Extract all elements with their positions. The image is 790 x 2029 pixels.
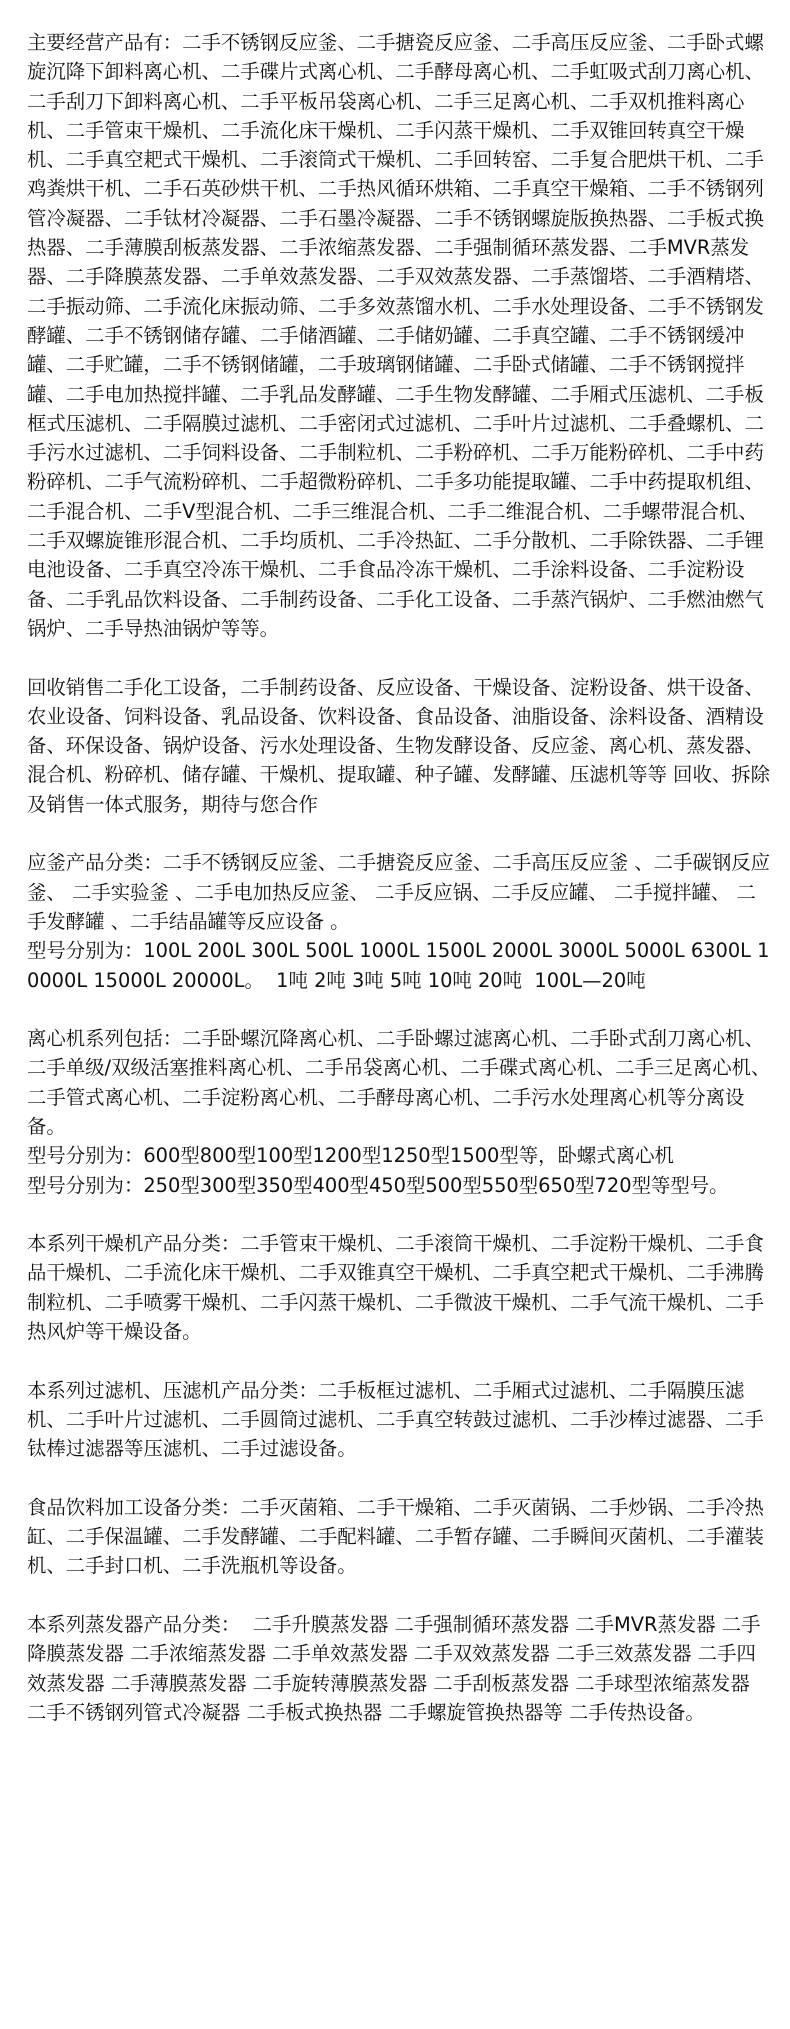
paragraph: 回收销售二手化工设备，二手制药设备、反应设备、干燥设备、淀粉设备、烘干设备、农业设备、饲料设备、乳品设备、饮料设备、食品设备、油脂设备、涂料设备、酒精设备、环保设备、锅炉设备、污水处理设备、生物发酵设备、反应釜、离心机、蒸发器、混合机、粉碎机、储存罐、干燥机、提取罐、种子罐、发酵罐、压滤机等等 回收、拆除及销售一体式服务，期待与您合作 bbox=[27, 675, 771, 816]
paragraph: 主要经营产品有：二手不锈钢反应釜、二手搪瓷反应釜、二手高压反应釜、二手卧式螺旋沉降下卸料离心机、二手碟片式离心机、二手酵母离心机、二手虹吸式刮刀离心机、二手刮刀下卸料离心机、二手平板吊袋离心机、二手三足离心机、二手双机推料离心机、二手管束干燥机、二手流化床干燥机、二手闪蒸干燥机、二手双锥回转真空干燥机、二手真空耙式干燥机、二手滚筒式干燥机、二手回转窑、二手复合肥烘干机、二手鸡粪烘干机、二手石英砂烘干机、二手热风循环烘箱、二手真空干燥箱、二手不锈钢列管冷凝器、二手钛材冷凝器、二手石墨冷凝器、二手不锈钢螺旋版换热器、二手板式换热器、二手薄膜刮板蒸发器、二手浓缩蒸发器、二手强制循环蒸发器、二手MVR蒸发器、二手降膜蒸发器、二手单效蒸发器、二手双效蒸发器、二手蒸馏塔、二手酒精塔、二手振动筛、二手流化床振动筛、二手多效蒸馏水机、二手水处理设备、二手不锈钢发酵罐、二手不锈钢储存罐、二手储酒罐、二手储奶罐、二手真空罐、二手不锈钢缓冲罐、二手贮罐，二手不锈钢储罐，二手玻璃钢储罐、二手卧式储罐、二手不锈钢搅拌罐、二手电加热搅拌罐、二手乳品发酵罐、二手生物发酵罐、二手厢式压滤机、二手板框式压滤机、二手隔膜过滤机、二手密闭式过滤机、二手叶片过滤机、二手叠螺机、二手污水过滤机、二手饲料设备、二手制粒机、二手粉碎机、二手万能粉碎机、二手中药粉碎机、二手气流粉碎机、二手超微粉碎机、二手多功能提取罐、二手中药提取机组、二手混合机、二手V型混合机、二手三维混合机、二手二维混合机、二手螺带混合机、二手双螺旋锥形混合机、二手均质机、二手冷热缸、二手分散机、二手除铁器、二手锂电池设备、二手真空冷冻干燥机、二手食品冷冻干燥机、二手涂料设备、二手淀粉设备、二手乳品饮料设备、二手制药设备、二手化工设备、二手蒸汽锅炉、二手燃油燃气锅炉、二手导热油锅炉等等。 bbox=[27, 31, 764, 640]
paragraph: 离心机系列包括：二手卧螺沉降离心机、二手卧螺过滤离心机、二手卧式刮刀离心机、二手单级/双级活塞推料离心机、二手吊袋离心机、二手碟式离心机、二手三足离心机、二手管式离心机、二手淀粉离心机、二手酵母离心机、二手污水处理离心机等分离设备。 bbox=[27, 1027, 771, 1138]
model-list: 型号分别为：250型300型350型400型450型500型550型650型720型等型号。 bbox=[27, 1173, 729, 1197]
section-reactors bbox=[27, 848, 772, 994]
model-list: 型号分别为：100L 200L 300L 500L 1000L 1500L 2000L 3000L 5000L 6300L 10000L 15000L 20000L。 1吨 2吨 3吨 5吨 10吨 20吨 100L—20吨 bbox=[27, 939, 770, 992]
paragraph: 本系列过滤机、压滤机产品分类：二手板框过滤机、二手厢式过滤机、二手隔膜压滤机、二手叶片过滤机、二手圆筒过滤机、二手真空转鼓过滤机、二手沙棒过滤器、二手钛棒过滤器等压滤机、二手过滤设备。 bbox=[27, 1378, 764, 1461]
section-recycling bbox=[27, 673, 772, 819]
section-filters bbox=[27, 1376, 772, 1464]
model-list: 型号分别为：600型800型100型1200型1250型1500型等，卧螺式离心机 bbox=[27, 1144, 674, 1168]
paragraph: 本系列蒸发器产品分类： 二手升膜蒸发器 二手强制循环蒸发器 二手MVR蒸发器 二手降膜蒸发器 二手浓缩蒸发器 二手单效蒸发器 二手双效蒸发器 二手三效蒸发器 二手四效蒸发器 二手薄膜蒸发器 二手旋转薄膜蒸发器 二手刮板蒸发器 二手球型浓缩蒸发器 二手不锈钢列管式冷凝器 二手板式换热器 二手螺旋管换热器等 二手传热设备。 bbox=[27, 1613, 761, 1724]
section-evaporators bbox=[27, 1610, 772, 1727]
section-main-products bbox=[27, 28, 772, 643]
section-food-equipment bbox=[27, 1493, 772, 1581]
paragraph: 本系列干燥机产品分类：二手管束干燥机、二手滚筒干燥机、二手淀粉干燥机、二手食品干燥机、二手流化床干燥机、二手双锥真空干燥机、二手真空耙式干燥机、二手沸腾制粒机、二手喷雾干燥机、二手闪蒸干燥机、二手微波干燥机、二手气流干燥机、二手热风炉等干燥设备。 bbox=[27, 1232, 764, 1344]
paragraph: 食品饮料加工设备分类：二手灭菌箱、二手干燥箱、二手灭菌锅、二手炒锅、二手冷热缸、二手保温罐、二手发酵罐、二手配料罐、二手暂存罐、二手瞬间灭菌机、二手灌装机、二手封口机、二手洗瓶机等设备。 bbox=[27, 1495, 764, 1578]
paragraph: 应釜产品分类：二手不锈钢反应釜、二手搪瓷反应釜、二手高压反应釜 、二手碳钢反应釜、 二手实验釜 、二手电加热反应釜、 二手反应锅、二手反应罐、 二手搅拌罐、 二手发酵罐 、二手结晶罐等反应设备 。 bbox=[27, 851, 771, 933]
section-dryers bbox=[27, 1229, 772, 1346]
section-centrifuges bbox=[27, 1024, 772, 1200]
